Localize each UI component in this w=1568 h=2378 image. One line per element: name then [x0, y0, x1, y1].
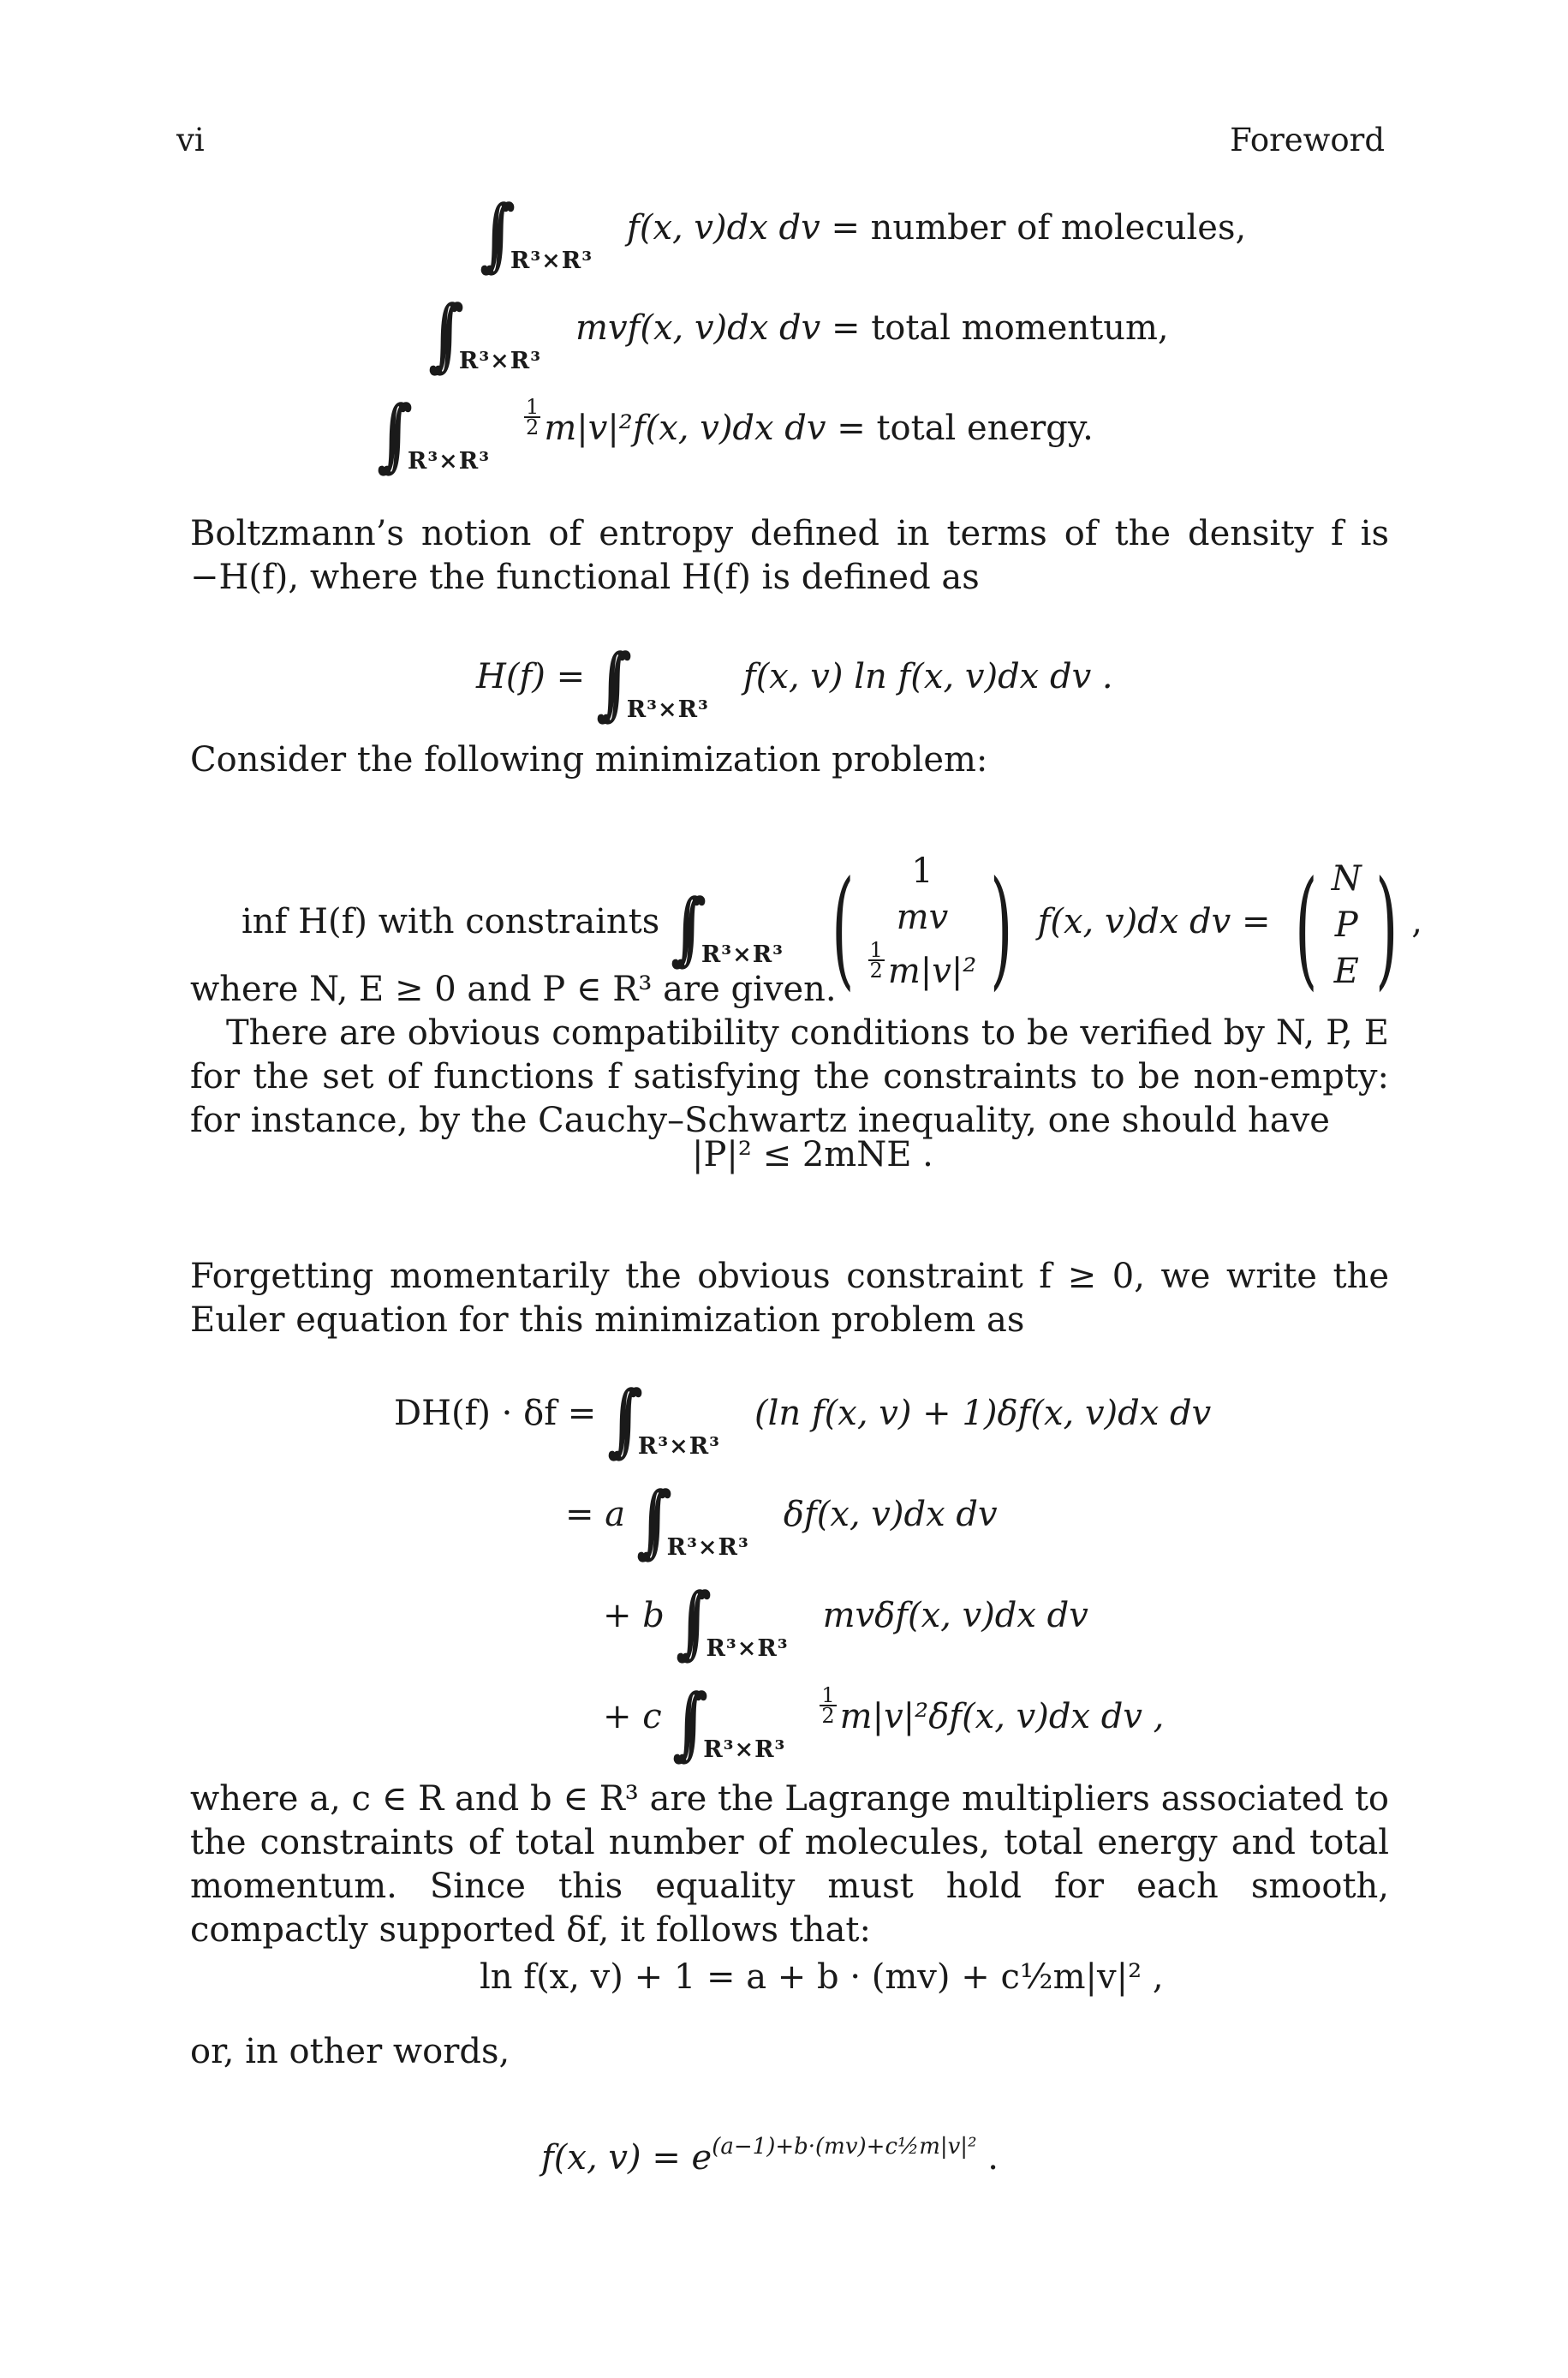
integral-domain: R³×R³	[626, 696, 709, 723]
eq-number-of-molecules	[480, 188, 1247, 284]
integral-domain: R³×R³	[510, 248, 593, 274]
fraction-half: $\frac{1}{2}$	[821, 1683, 835, 1728]
integral-domain: R³×R³	[703, 1736, 786, 1763]
paragraph-minimization: Consider the following minimization problem:	[190, 740, 988, 780]
term-prefix: = a	[565, 1495, 626, 1534]
integrand: mvf(x, v)dx dv	[575, 308, 821, 348]
paragraph-euler: Forgetting momentarily the obvious constraint f ≥ 0, we write the Euler equation for this minimization problem as	[190, 1257, 1389, 1340]
eq-H-functional	[476, 637, 1113, 732]
integral-domain: R³×R³	[458, 348, 542, 374]
lhs: H(f) =	[476, 657, 586, 696]
integrand: f(x, v) ln f(x, v)dx dv .	[742, 657, 1113, 696]
left-paren: (	[1295, 854, 1318, 1003]
integrand: (ln f(x, v) + 1)δf(x, v)dx dv	[754, 1394, 1212, 1433]
eq-cauchy-schwartz: |P|² ≤ 2mNE .	[692, 1135, 933, 1174]
integrand: f(x, v)dx dv =	[1037, 902, 1271, 941]
running-title: Foreword	[1230, 122, 1385, 158]
paragraph-given: where N, E ≥ 0 and P ∈ R³ are given.	[190, 970, 837, 1009]
right-paren: )	[1374, 854, 1398, 1003]
integrand: f(x, v)dx dv	[627, 208, 820, 248]
period: .	[987, 2138, 999, 2178]
integrand: m|v|²f(x, v)dx dv	[544, 409, 826, 448]
integral-domain: R³×R³	[701, 941, 784, 968]
page-number: vi	[176, 122, 205, 158]
lhs: DH(f) · δf =	[394, 1394, 597, 1433]
comma: ,	[1411, 902, 1422, 941]
rhs: = number of molecules,	[831, 208, 1247, 248]
term-prefix: + c	[603, 1697, 662, 1736]
eq-euler-line4	[603, 1677, 1165, 1772]
lhs: f(x, v) = e	[541, 2138, 712, 2178]
rhs: = total energy.	[837, 409, 1094, 448]
paragraph-compatibility: There are obvious compatibility conditions to be verified by N, P, E for the set of functions f satisfying the constraints to be non-empty: for instance, by the Cauchy–Schwartz inequality, one should have	[190, 1013, 1389, 1140]
eq-total-momentum	[428, 289, 1169, 384]
value-vector: N P E	[1331, 859, 1362, 991]
paragraph-lagrange: where a, c ∈ R and b ∈ R³ are the Lagrange multipliers associated to the constraints of total number of molecules, total energy and total momentum. Since this equality must hold for each smooth, compactly supported δf, it follows that:	[190, 1779, 1389, 1950]
integrand: δf(x, v)dx dv	[783, 1495, 998, 1534]
term-prefix: + b	[603, 1596, 665, 1635]
eq-euler-line3	[603, 1576, 1088, 1671]
double-integral-sign: ∫∫	[606, 1374, 617, 1466]
eq-ln-f: ln f(x, v) + 1 = a + b · (mv) + c½m|v|² ,	[480, 1957, 1164, 1997]
double-integral-sign: ∫∫	[635, 1475, 647, 1567]
eq-exponential	[541, 2124, 999, 2180]
lhs: inf H(f) with constraints	[241, 902, 660, 941]
integrand: mvδf(x, v)dx dv	[822, 1596, 1088, 1635]
integral-domain: R³×R³	[407, 448, 491, 475]
exponent: (a−1)+b·(mv)+c½m|v|²	[712, 2134, 977, 2160]
double-integral-sign: ∫∫	[670, 882, 681, 974]
paragraph-entropy: Boltzmann’s notion of entropy defined in terms of the density f is −H(f), where the functional H(f) is defined as	[190, 514, 1389, 597]
integral-domain: R³×R³	[637, 1433, 720, 1460]
constraint-vector: 1 mv $\frac{1}{2}$ m|v|²	[869, 851, 977, 991]
integrand: m|v|²δf(x, v)dx dv ,	[839, 1697, 1165, 1736]
double-integral-sign: ∫∫	[480, 188, 490, 280]
integral-domain: R³×R³	[666, 1534, 749, 1561]
right-paren: )	[990, 854, 1013, 1003]
integral-domain: R³×R³	[706, 1635, 789, 1662]
double-integral-sign: ∫∫	[672, 1677, 683, 1769]
eq-euler-line2	[565, 1475, 998, 1570]
double-integral-sign: ∫∫	[675, 1576, 686, 1668]
double-integral-sign: ∫∫	[428, 289, 438, 380]
left-paren: (	[832, 854, 855, 1003]
paragraph-other-words: or, in other words,	[190, 2032, 510, 2071]
eq-euler-line1	[394, 1374, 1212, 1469]
rhs: = total momentum,	[831, 308, 1169, 348]
double-integral-sign: ∫∫	[595, 637, 606, 729]
fraction-half: $\frac{1}{2}$	[526, 395, 540, 439]
eq-total-energy	[377, 389, 1094, 484]
double-integral-sign: ∫∫	[377, 389, 387, 481]
